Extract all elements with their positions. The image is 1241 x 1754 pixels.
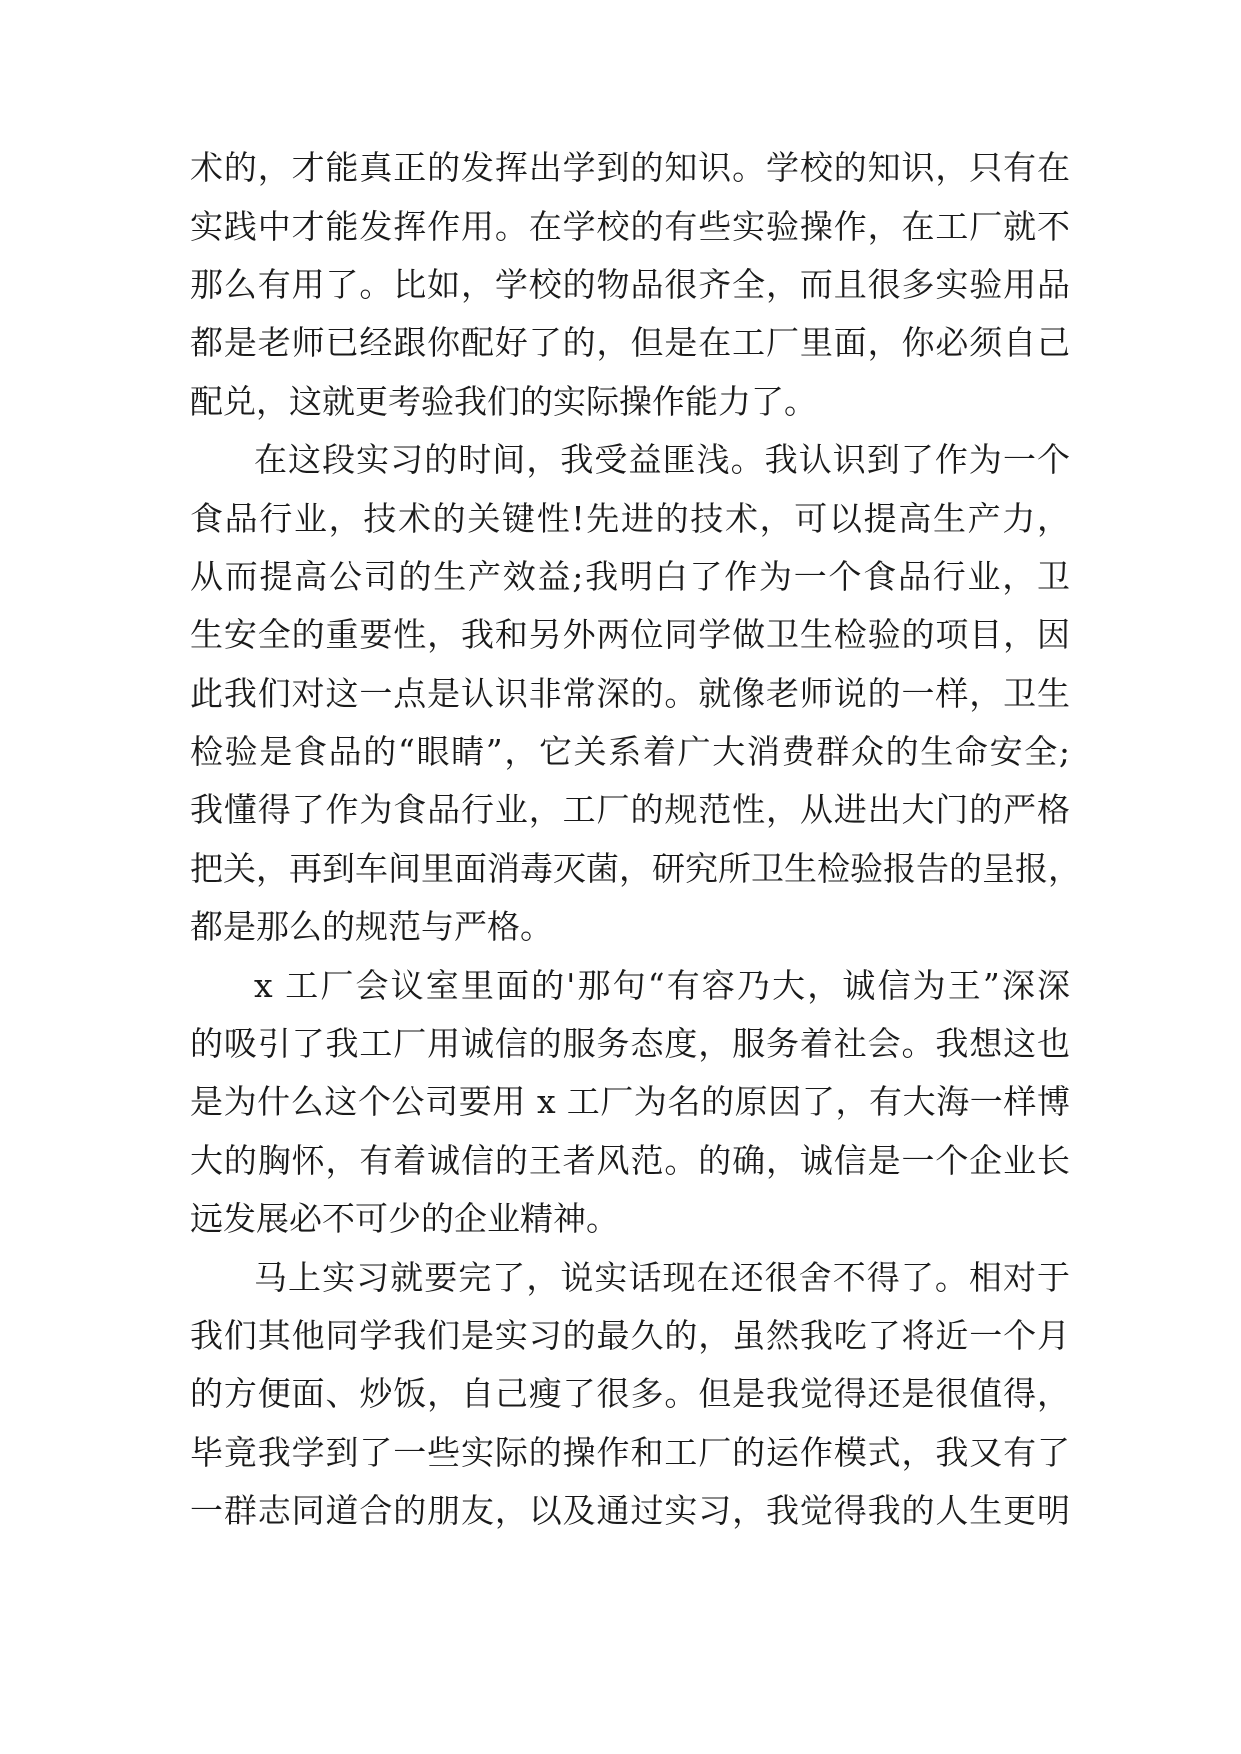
paragraph-first-line: 在这段实习的时间，我受益匪浅。我认识到了作为一个: [254, 440, 1070, 479]
text-line: 检验是食品的“眼睛”，它关系着广大消费群众的生命安全;: [190, 732, 1070, 771]
text-line: 我懂得了作为食品行业，工厂的规范性，从进出大门的严格: [190, 790, 1070, 829]
text-line: 配兑，这就更考验我们的实际操作能力了。: [190, 382, 817, 421]
text-line: 都是老师已经跟你配好了的，但是在工厂里面，你必须自己: [190, 323, 1070, 362]
text-line: 毕竟我学到了一些实际的操作和工厂的运作模式，我又有了: [190, 1433, 1070, 1472]
text-line: 远发展必不可少的企业精神。: [190, 1199, 619, 1238]
text-line: 的吸引了我工厂用诚信的服务态度，服务着社会。我想这也: [190, 1024, 1070, 1063]
text-line: 食品行业，技术的关键性!先进的技术，可以提高生产力，: [190, 499, 1070, 538]
text-line: 生安全的重要性，我和另外两位同学做卫生检验的项目，因: [190, 615, 1070, 654]
paragraph-first-line: x 工厂会议室里面的'那句“有容乃大，诚信为王”深深: [254, 966, 1070, 1005]
text-line: 都是那么的规范与严格。: [190, 907, 553, 946]
text-line: 一群志同道合的朋友，以及通过实习，我觉得我的人生更明: [190, 1491, 1070, 1530]
text-line: 实践中才能发挥作用。在学校的有些实验操作，在工厂就不: [190, 207, 1070, 246]
paragraph-first-line: 马上实习就要完了，说实话现在还很舍不得了。相对于: [254, 1258, 1070, 1297]
text-line: 术的，才能真正的发挥出学到的知识。学校的知识，只有在: [190, 148, 1070, 187]
text-line: 从而提高公司的生产效益;我明白了作为一个食品行业，卫: [190, 557, 1070, 596]
text-line: 是为什么这个公司要用 x 工厂为名的原因了，有大海一样博: [190, 1082, 1070, 1121]
text-line: 我们其他同学我们是实习的最久的，虽然我吃了将近一个月: [190, 1316, 1070, 1355]
text-line: 大的胸怀，有着诚信的王者风范。的确，诚信是一个企业长: [190, 1141, 1070, 1180]
text-line: 的方便面、炒饭，自己瘦了很多。但是我觉得还是很值得，: [190, 1374, 1070, 1413]
text-line: 把关，再到车间里面消毒灭菌，研究所卫生检验报告的呈报，: [190, 849, 1081, 888]
text-line: 此我们对这一点是认识非常深的。就像老师说的一样，卫生: [190, 674, 1070, 713]
text-line: 那么有用了。比如，学校的物品很齐全，而且很多实验用品: [190, 265, 1070, 304]
